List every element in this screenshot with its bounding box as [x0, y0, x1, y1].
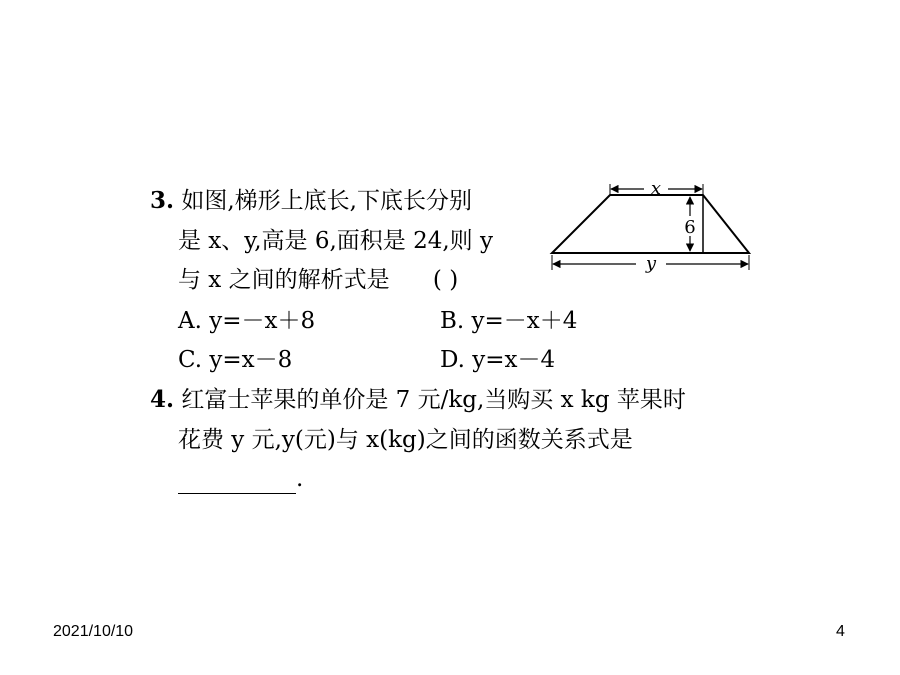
q4-number: 4. — [150, 386, 175, 413]
q3-text-2: 是 x、y,高是 6,面积是 24,则 y — [178, 228, 493, 254]
q4-line-1 — [150, 385, 686, 415]
q3-answer-paren: ( ) — [432, 267, 459, 293]
q3-line-3 — [178, 265, 458, 295]
q4-text-1: 红富士苹果的单价是 7 元/kg,当购买 x kg 苹果时 — [181, 387, 686, 413]
page-number: 4 — [836, 623, 845, 640]
trapezoid-figure — [540, 178, 760, 278]
q3-line-1 — [150, 186, 472, 216]
bottom-label: y — [645, 253, 657, 274]
trapezoid-shape — [552, 195, 749, 253]
q3-text-3: 与 x 之间的解析式是 — [178, 267, 390, 293]
q4-period: . — [296, 466, 304, 492]
q4-answer-blank — [178, 469, 296, 494]
q3-option-d: D. y=x－4 — [440, 347, 556, 373]
top-label: x — [650, 178, 662, 199]
q3-option-c: C. y=x－8 — [178, 347, 293, 373]
q3-option-b: B. y=－x＋4 — [440, 308, 578, 334]
q4-line-3 — [178, 464, 303, 494]
q3-number: 3. — [150, 187, 175, 214]
q4-text-2: 花费 y 元,y(元)与 x(kg)之间的函数关系式是 — [178, 427, 633, 453]
q3-option-a: A. y=－x＋8 — [178, 308, 316, 334]
footer-date: 2021/10/10 — [53, 623, 134, 640]
q3-text-1: 如图,梯形上底长,下底长分别 — [181, 188, 472, 214]
height-label: 6 — [684, 217, 696, 238]
